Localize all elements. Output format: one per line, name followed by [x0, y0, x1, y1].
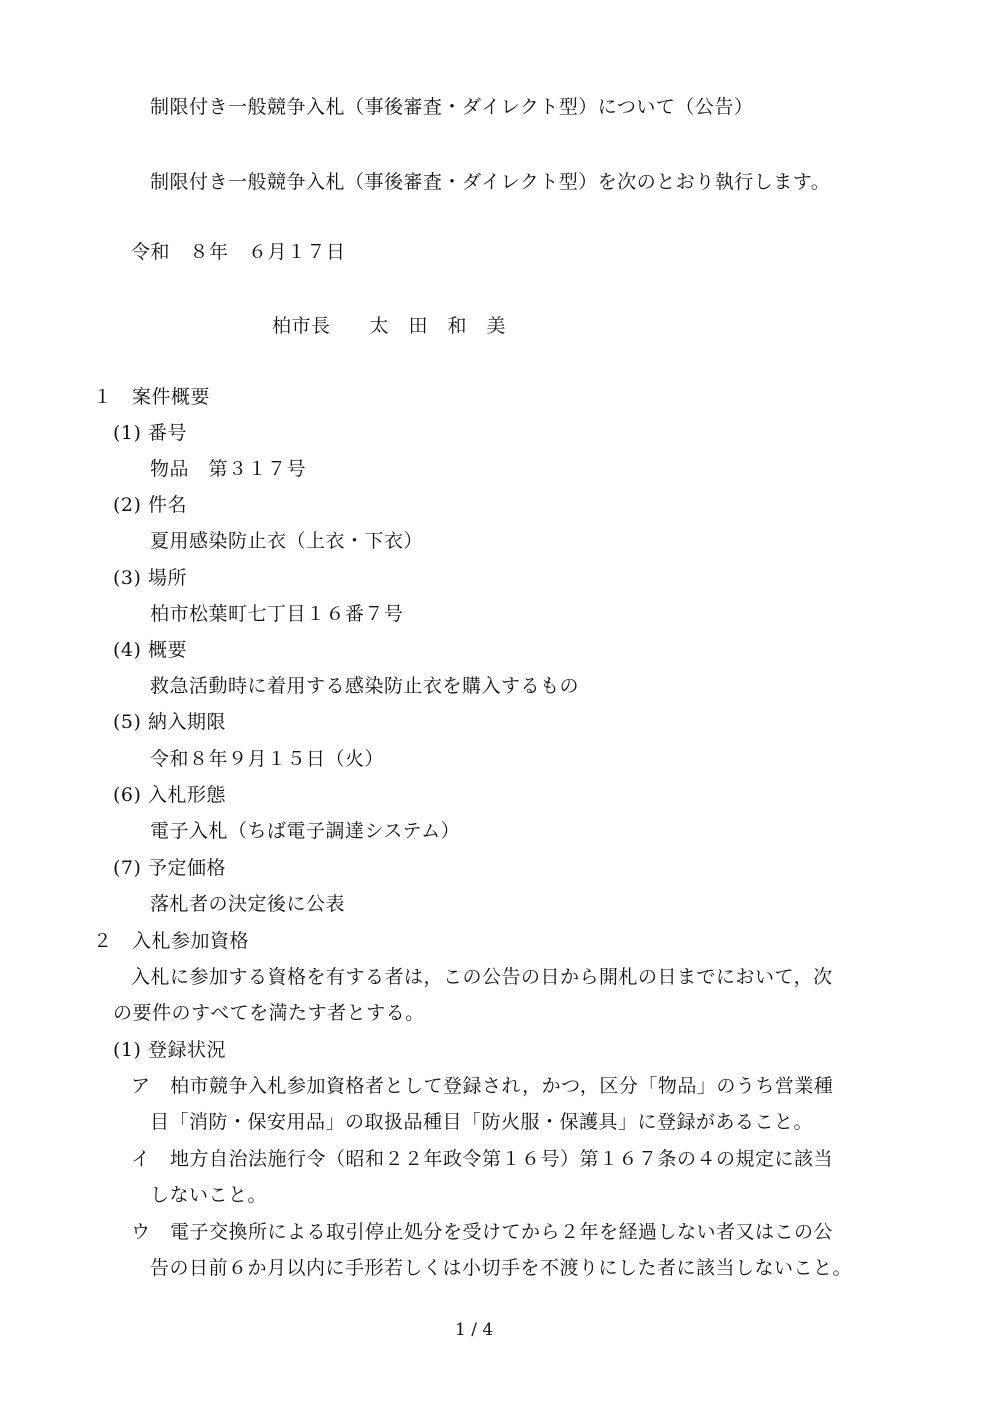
document-title: 制限付き一般競争入札（事後審査・ダイレクト型）について（公告） — [150, 96, 754, 118]
requirement-item-cont: 告の日前６か月以内に手形若しくは小切手を不渡りにした者に該当しないこと。 — [150, 1257, 853, 1279]
item-value: 電子入札（ちば電子調達システム） — [150, 820, 461, 842]
item-value: 夏用感染防止衣（上衣・下衣） — [150, 530, 424, 552]
item-label: (1) 番号 — [113, 422, 187, 444]
page-number: 1 / 4 — [455, 1320, 494, 1340]
signatory: 柏市長 太 田 和 美 — [272, 315, 507, 337]
requirement-item: ウ 電子交換所による取引停止処分を受けてから２年を経過しない者又はこの公 — [131, 1221, 834, 1243]
notice-date: 令和 ８年 ６月１７日 — [131, 241, 346, 263]
subsection-label: (1) 登録状況 — [113, 1039, 226, 1061]
section-paragraph: 入札に参加する資格を有する者は，この公告の日から開札の日までにおいて，次 — [131, 966, 833, 988]
item-label: (6) 入札形態 — [113, 784, 226, 806]
item-label: (3) 場所 — [113, 567, 187, 589]
item-label: (5) 納入期限 — [113, 711, 226, 733]
item-label: (4) 概要 — [113, 639, 187, 661]
item-value: 救急活動時に着用する感染防止衣を購入するもの — [150, 675, 580, 697]
requirement-item: イ 地方自治法施行令（昭和２２年政令第１６号）第１６７条の４の規定に該当 — [131, 1148, 834, 1170]
item-value: 柏市松葉町七丁目１６番７号 — [150, 603, 404, 625]
item-label: (7) 予定価格 — [113, 857, 226, 879]
item-value: 落札者の決定後に公表 — [150, 893, 346, 915]
section-heading: ２ 入札参加資格 — [93, 930, 250, 952]
item-value: 令和８年９月１５日（火） — [150, 748, 385, 770]
requirement-item: ア 柏市競争入札参加資格者として登録され，かつ，区分「物品」のうち営業種 — [131, 1075, 834, 1097]
requirement-item-cont: 目「消防・保安用品」の取扱品種目「防火服・保護具」に登録があること。 — [150, 1111, 814, 1133]
requirement-item-cont: しないこと。 — [150, 1184, 268, 1206]
section-paragraph: の要件のすべてを満たす者とする。 — [113, 1002, 425, 1024]
item-label: (2) 件名 — [113, 494, 187, 516]
item-value: 物品 第３１７号 — [150, 458, 307, 480]
intro-text: 制限付き一般競争入札（事後審査・ダイレクト型）を次のとおり執行します。 — [150, 171, 831, 193]
section-heading: １ 案件概要 — [93, 386, 211, 408]
